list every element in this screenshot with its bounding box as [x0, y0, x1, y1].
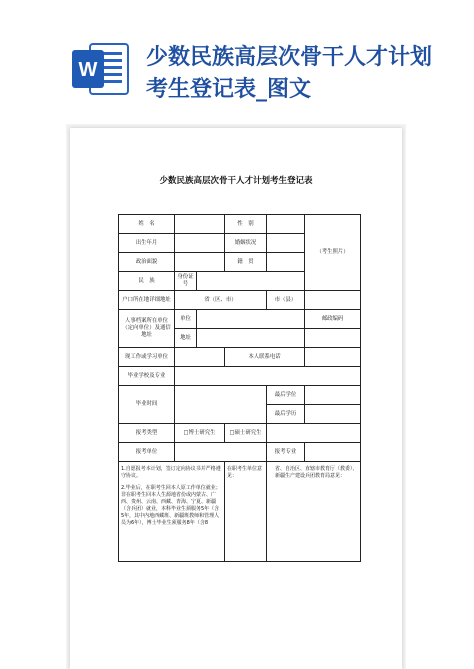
document-page	[70, 128, 402, 669]
gender-label: 性 别	[225, 215, 267, 234]
address-field[interactable]	[197, 329, 305, 348]
phone-field[interactable]	[305, 348, 361, 367]
native-field[interactable]	[267, 253, 305, 272]
photo-box: （考生照片）	[305, 215, 361, 291]
pledge-item-2: 2.毕业后，在职考生回本人原工作单位就业；非在职考生回本人生源地省份或内蒙古、广西、贵州、云南、西藏、青海、宁夏、新疆（含兵团）就业，本科毕业生须服务5年（含5年，其中内地西藏班、新疆班教师和管理人员为6年），博士毕业生须服务8年（含8	[121, 485, 221, 526]
work-unit-label: 现工作或学习单位	[119, 348, 175, 367]
page-header	[0, 0, 474, 112]
political-field[interactable]	[175, 253, 225, 272]
document-title: 少数民族高层次骨干人才计划考生登记表	[159, 176, 313, 186]
page-title-line1: 少数民族高层次骨干人才计划	[146, 45, 433, 70]
page-title-line2: 考生登记表_图文	[146, 77, 312, 102]
registration-form-table	[118, 214, 361, 562]
birth-field[interactable]	[175, 234, 225, 253]
gender-field[interactable]	[267, 215, 305, 234]
postcode-field[interactable]	[305, 329, 361, 348]
province-label: 省（区、市）	[175, 291, 267, 310]
birth-label: 出生年月	[119, 234, 175, 253]
apply-major-field[interactable]	[305, 443, 361, 462]
ethnic-label: 民 族	[119, 272, 175, 291]
marital-label: 婚姻状况	[225, 234, 267, 253]
apply-unit-label: 报考单位	[119, 443, 175, 462]
id-no-label: 身份证号	[175, 272, 197, 291]
education-label: 最后学历	[267, 405, 305, 424]
unit-label: 单位	[175, 310, 197, 329]
applicant-pledge	[119, 462, 225, 562]
degree-field[interactable]	[305, 386, 361, 405]
political-label: 政治面貌	[119, 253, 175, 272]
apply-type-label: 报考类型	[119, 424, 175, 443]
word-doc-icon	[70, 40, 132, 98]
apply-major-label: 报考专业	[267, 443, 305, 462]
master-checkbox[interactable]: □硕士研究生	[225, 424, 267, 443]
file-unit-label: 人事档案所在单位（定向单位）及通信地址	[119, 310, 175, 348]
school-major-label: 毕业学校及专业	[119, 367, 175, 386]
address-label: 地址	[175, 329, 197, 348]
grad-time-label: 毕业时间	[119, 386, 175, 424]
postcode-label: 邮政编码	[305, 310, 361, 329]
name-label: 姓 名	[119, 215, 175, 234]
hukou-label: 户口所在地详细地址	[119, 291, 175, 310]
province-opinion: 省、自治区、直辖市教育厅（教委）、新疆生产建设兵团教育局意见：	[267, 462, 361, 562]
apply-type-blank	[267, 424, 361, 443]
word-icon-letter: W	[78, 59, 98, 81]
unit-field[interactable]	[197, 310, 305, 329]
education-field[interactable]	[305, 405, 361, 424]
apply-unit-field[interactable]	[175, 443, 267, 462]
grad-time-field[interactable]	[175, 386, 267, 424]
unit-opinion: 在职考生单位意见：	[225, 462, 267, 562]
phd-checkbox[interactable]: □博士研究生	[175, 424, 225, 443]
native-label: 籍 贯	[225, 253, 267, 272]
phone-label: 本人联系电话	[225, 348, 305, 367]
pledge-item-1: 1.自愿报考本计划，签订定向协议书并严格遵守协议。	[121, 466, 221, 479]
hukou-field[interactable]	[305, 291, 361, 310]
school-major-field[interactable]	[175, 367, 361, 386]
id-no-field[interactable]	[197, 272, 305, 291]
work-unit-field[interactable]	[175, 348, 225, 367]
degree-label: 最后学位	[267, 386, 305, 405]
city-label: 市（县）	[267, 291, 305, 310]
name-field[interactable]	[175, 215, 225, 234]
marital-field[interactable]	[267, 234, 305, 253]
